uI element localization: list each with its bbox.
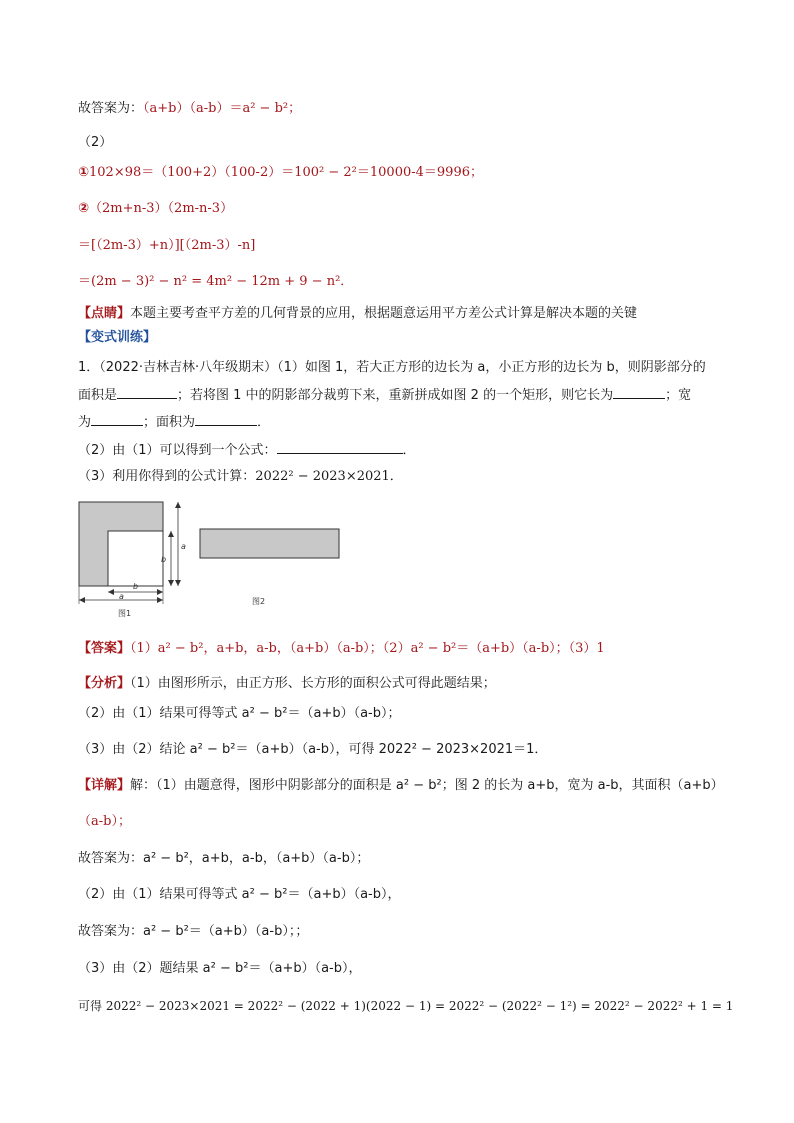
figure-1 [78,500,188,622]
problem-text: ． [257,415,271,430]
problem-line-3 [78,413,270,432]
calc-1-math: 102×98＝（100+2）（100-2）＝100² − 2²＝10000-4＝9996； [89,165,483,180]
problem-text: 为 [78,415,92,430]
detail-line-3: 故答案为：a² − b²，a+b，a-b，（a+b）（a-b）； [78,851,370,866]
detail-line-2: （a-b）； [78,814,131,829]
figure-1-svg [78,500,188,622]
circle-2-mark: ② [78,201,90,216]
answer-line-1 [78,100,301,118]
answer-tag: 【答案】 [78,641,131,656]
analysis-line-2: （2）由（1）结果可得等式 a² − b²＝（a+b）（a-b）； [78,706,401,721]
answer-text: （1）a² − b²，a+b，a-b，（a+b）（a-b）；（2）a² − b²＝（a+b）（a-b）；（3）1 [130,641,605,656]
comment-line [78,305,637,323]
detail-line-4: （2）由（1）结果可得等式 a² − b²＝（a+b）（a-b）， [78,887,401,902]
comment-text: 本题主要考查平方差的几何背景的应用，根据题意运用平方差公式计算是解决本题的关键 [130,306,638,321]
problem-text: ；宽 [665,388,692,403]
problem-text: ；面积为 [143,415,196,430]
arrow-b-bottom-right [157,589,163,595]
label-a-bottom: a [119,592,124,601]
analysis-text: （1）由图形所示，由正方形、长方形的面积公式可得此题结果； [130,676,496,691]
problem-line-2 [78,386,691,405]
detail-line-6: （3）由（2）题结果 a² − b²＝（a+b）（a-b）， [78,961,362,976]
rectangle-shape [200,529,339,558]
variant-training-heading: 【变式训练】 [78,330,157,345]
figure-2-caption: 图2 [252,597,266,606]
figure-2-svg [199,528,341,560]
analysis-tag: 【分析】 [78,676,131,691]
detail-text: 可得 [78,999,106,1013]
circle-1-mark: ① [78,165,90,180]
blank-formula [277,441,403,454]
answer-prefix: 故答案为： [78,101,144,116]
problem-text: ． [402,443,416,458]
detail-tag: 【详解】 [78,778,131,793]
final-computation: 2022² − 2023×2021 = 2022² − (2022 + 1)(2022 − 1) = 2022² − (2022² − 1²) = 2022² − 2022² + 1 = 1 [105,999,734,1013]
problem-line-1: 1．（2022·吉林吉林·八年级期末）（1）如图 1，若大正方形的边长为 a，小正方形的边长为 b，则阴影部分的 [78,360,706,375]
label-b-right: b [161,555,167,564]
answer-block [78,640,605,658]
blank-length [613,386,665,399]
calc-line-2 [78,200,233,218]
detail-line-5: 故答案为：a² − b²＝（a+b）（a-b）；； [78,924,309,939]
arrow-a-bottom-right [157,597,163,603]
problem-line-4 [78,441,416,460]
problem-line-5 [78,468,403,486]
figure-2 [199,528,341,560]
detail-line-7 [78,997,733,1015]
label-b-bottom: b [133,582,139,591]
analysis-line-3: （3）由（2）结论 a² − b²＝（a+b）（a-b），可得 2022² − 2023×2021＝1． [78,742,548,757]
analysis-line-1 [78,675,496,693]
calc-line-4: ＝(2m − 3)² − n² = 4m² − 12m + 9 − n²． [78,274,354,289]
arrow-a-right-top [175,502,181,508]
detail-line-1 [78,777,724,795]
comment-tag: 【点睛】 [78,306,131,321]
calc-line-3: ＝[（2m-3）+n）][（2m-3）-n] [78,238,256,253]
small-square [108,531,163,586]
part-2-label: （2） [78,135,113,150]
problem-text: （2）由（1）可以得到一个公式： [78,443,277,458]
answer-math: （a+b）（a-b）＝a² − b²； [143,101,302,116]
arrow-b-right-bottom [168,580,174,586]
problem-text: 面积是 [78,388,118,403]
arrow-a-right-bottom [175,580,181,586]
label-a-right: a [181,542,186,551]
problem-math: 2022² − 2023×2021． [255,469,403,484]
detail-text: 解：（1）由题意得，图形中阴影部分的面积是 a² − b²；图 2 的长为 a+b，宽为 a-b，其面积（a+b） [130,778,724,793]
blank-area [117,386,177,399]
problem-text: ；若将图 1 中的阴影部分裁剪下来，重新拼成如图 2 的一个矩形，则它长为 [177,388,614,403]
calc-line-1 [78,164,483,182]
figure-1-caption: 图1 [118,609,132,618]
blank-rect-area [195,413,257,426]
arrow-a-bottom-left [79,597,85,603]
blank-width [91,413,143,426]
calc-2-math: （2m+n-3）（2m-n-3） [89,201,234,216]
arrow-b-bottom-left [108,589,114,595]
problem-text: （3）利用你得到的公式计算： [78,469,256,484]
arrow-b-right-top [168,531,174,537]
